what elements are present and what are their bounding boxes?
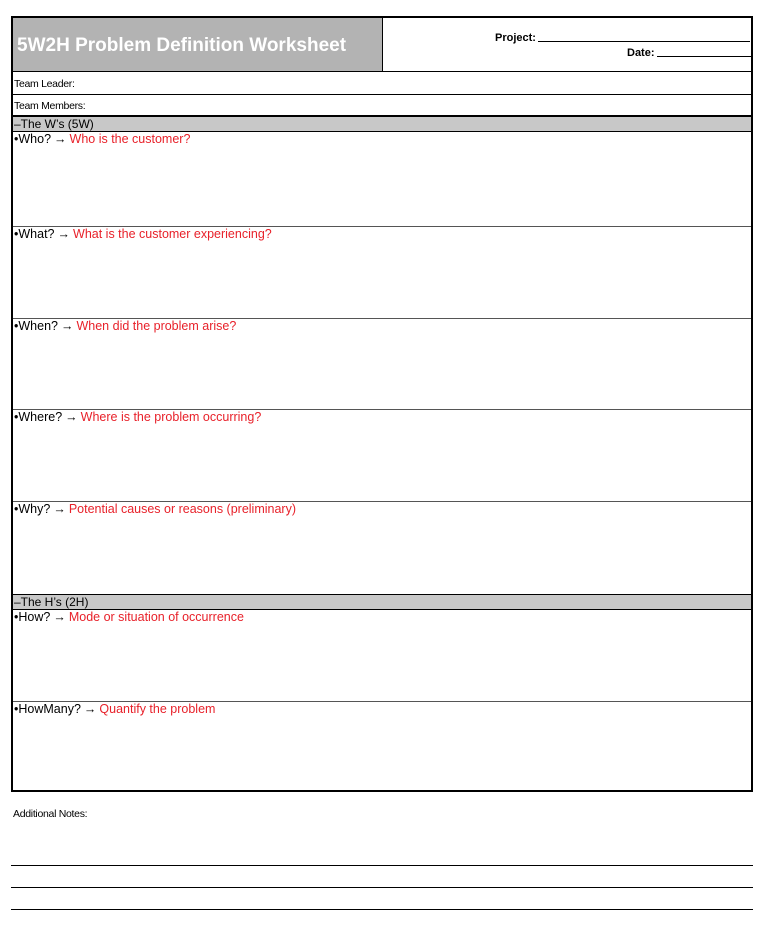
arrow-icon: → (57, 227, 71, 241)
how-prompt: Mode or situation of occurrence (68, 610, 244, 624)
notes-line[interactable] (11, 865, 753, 866)
who-question: •Who? (14, 132, 52, 146)
additional-notes-label: Additional Notes: (13, 808, 88, 820)
how-question: •How? (14, 610, 51, 624)
notes-line[interactable] (11, 887, 753, 888)
arrow-icon: → (65, 410, 78, 424)
what-question: •What? (14, 227, 55, 241)
when-prompt: When did the problem arise? (76, 319, 237, 333)
why-question: •Why? (14, 502, 51, 516)
why-prompt: Potential causes or reasons (preliminary) (68, 502, 297, 516)
team-members-row[interactable] (13, 98, 751, 116)
project-date-cell (383, 18, 751, 71)
arrow-icon: → (53, 610, 66, 624)
how-many-prompt: Quantify the problem (99, 702, 216, 716)
what-block[interactable] (13, 227, 751, 319)
where-block[interactable] (13, 410, 751, 502)
hs-section-header: –The H’s (2H) (13, 594, 751, 610)
worksheet-table (11, 16, 753, 792)
who-prompt: Who is the customer? (69, 132, 191, 146)
project-label: Project: (495, 32, 536, 44)
ws-section-header: –The W’s (5W) (13, 116, 751, 132)
date-line (657, 56, 751, 57)
team-leader-label: Team Leader: (14, 78, 75, 90)
date-field[interactable] (627, 47, 751, 59)
team-leader-row[interactable] (13, 78, 751, 95)
project-field[interactable] (495, 32, 750, 44)
worksheet-title: 5W2H Problem Definition Worksheet (13, 18, 383, 71)
where-prompt: Where is the problem occurring? (80, 410, 262, 424)
when-question: •When? (14, 319, 58, 333)
how-block[interactable] (13, 610, 751, 702)
who-block[interactable] (13, 132, 751, 227)
team-members-label: Team Members: (14, 100, 86, 112)
arrow-icon: → (53, 502, 66, 516)
arrow-icon: → (60, 319, 74, 333)
arrow-icon: → (83, 702, 97, 716)
what-prompt: What is the customer experiencing? (73, 227, 272, 241)
when-block[interactable] (13, 319, 751, 410)
arrow-icon: → (54, 132, 67, 146)
where-question: •Where? (14, 410, 63, 424)
why-block[interactable] (13, 502, 751, 594)
how-many-question: •HowMany? (14, 702, 81, 716)
notes-line[interactable] (11, 909, 753, 910)
project-line (538, 41, 750, 42)
date-label: Date: (627, 47, 655, 59)
worksheet-header (13, 18, 751, 72)
how-many-block[interactable] (13, 702, 751, 790)
